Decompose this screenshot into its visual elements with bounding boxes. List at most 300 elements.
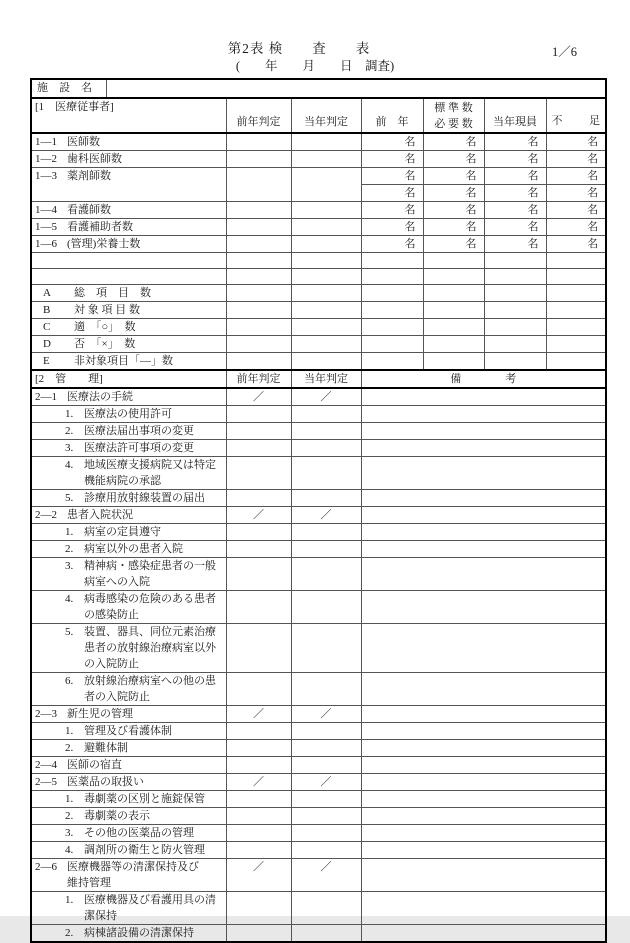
item-number: 4.	[65, 593, 74, 605]
item-number: E	[43, 355, 50, 367]
item-number: 1—5	[35, 221, 57, 233]
section-item-label-content	[32, 706, 226, 722]
inspection-table	[30, 78, 607, 943]
item-number: D	[43, 338, 51, 350]
prev-judgment-cell	[226, 791, 291, 808]
section-item-label	[31, 706, 226, 723]
curr-judgment-cell	[291, 925, 361, 943]
item-label: 医薬品の取扱い	[67, 776, 144, 788]
prev-judgment-cell	[226, 757, 291, 774]
prev-judgment-cell: ／	[226, 706, 291, 723]
remarks-cell	[361, 740, 606, 757]
staff-row-label	[31, 168, 226, 202]
prev-judgment-cell	[226, 723, 291, 740]
remarks-cell	[361, 925, 606, 943]
sub-item-row	[31, 524, 606, 541]
sub-item-label-content	[32, 808, 226, 824]
curr-judgment-cell	[291, 673, 361, 706]
standard-required-count-cell: 名	[423, 236, 484, 253]
col-header-prev-judgment: 前年判定	[226, 370, 291, 388]
prev-judgment-cell	[226, 524, 291, 541]
prev-judgment-cell	[226, 892, 291, 925]
remarks-cell	[361, 706, 606, 723]
standard-required-count-cell: 名	[423, 185, 484, 202]
item-label: 管理及び看護体制	[84, 725, 172, 737]
prev-year-count-cell	[361, 285, 423, 302]
remarks-cell	[361, 774, 606, 791]
current-staff-count-cell	[484, 285, 546, 302]
item-number: 2—5	[35, 776, 57, 788]
item-number: 5.	[65, 626, 74, 638]
curr-judgment-cell	[291, 302, 361, 319]
current-staff-count-cell	[484, 269, 546, 285]
staff-row-label-content	[32, 134, 226, 150]
item-number: B	[43, 304, 51, 316]
sub-item-row	[31, 591, 606, 624]
item-number: 2.	[65, 425, 74, 437]
prev-judgment-cell	[226, 236, 291, 253]
staff-row-label-content	[32, 202, 226, 218]
shortage-count-cell	[546, 269, 606, 285]
remarks-cell	[361, 859, 606, 892]
prev-judgment-cell	[226, 423, 291, 440]
facility-name-label: 施 設 名	[31, 79, 106, 98]
col-header-shortage-content	[547, 99, 606, 129]
sub-item-label-content	[32, 591, 226, 623]
sub-item-label-content	[32, 925, 226, 941]
sub-item-row	[31, 423, 606, 440]
item-number: 1—2	[35, 153, 57, 165]
item-label: (管理)栄養士数	[67, 238, 141, 250]
sub-item-label-content	[32, 457, 226, 489]
shortage-count-cell: 名	[546, 151, 606, 168]
item-number: 4.	[65, 459, 74, 471]
remarks-cell	[361, 440, 606, 457]
item-label: 総 項 目 数	[74, 287, 151, 299]
prev-judgment-cell	[226, 842, 291, 859]
col-header-remarks: 備 考	[361, 370, 606, 388]
col-header-standard-line1: 標 準 数	[434, 102, 473, 114]
shortage-count-cell	[546, 353, 606, 371]
current-staff-count-cell: 名	[484, 202, 546, 219]
section-item-label-content	[32, 507, 226, 523]
remarks-cell	[361, 507, 606, 524]
curr-judgment-cell	[291, 353, 361, 371]
item-label: 対 象 項 目 数	[74, 304, 140, 316]
shortage-count-cell: 名	[546, 236, 606, 253]
remarks-cell	[361, 558, 606, 591]
sub-item-label-content	[32, 624, 226, 672]
current-staff-count-cell	[484, 336, 546, 353]
curr-judgment-cell	[291, 541, 361, 558]
curr-judgment-cell	[291, 892, 361, 925]
remarks-cell	[361, 406, 606, 423]
standard-required-count-cell	[423, 269, 484, 285]
staff-row-label-content	[32, 151, 226, 167]
item-label: 医療機器及び看護用具の清潔保持	[84, 894, 216, 922]
shortage-count-cell: 名	[546, 133, 606, 151]
sub-item-label-content	[32, 892, 226, 924]
current-staff-count-cell: 名	[484, 236, 546, 253]
section-item-row	[31, 507, 606, 524]
item-label: 医療法の手続	[67, 391, 133, 403]
prev-judgment-cell	[226, 219, 291, 236]
sub-item-label-content	[32, 423, 226, 439]
prev-judgment-cell	[226, 740, 291, 757]
remarks-cell	[361, 791, 606, 808]
section-item-label	[31, 774, 226, 791]
item-number: 3.	[65, 442, 74, 454]
sub-item-row	[31, 925, 606, 943]
spacer-row	[31, 253, 606, 269]
item-number: 1—1	[35, 136, 57, 148]
summary-row-label	[31, 353, 226, 371]
prev-judgment-cell: ／	[226, 859, 291, 892]
col-header-curr-judgment: 当年判定	[291, 98, 361, 133]
section1-header: [1 医療従事者]	[31, 98, 226, 133]
remarks-cell	[361, 388, 606, 406]
facility-name-value	[106, 79, 606, 98]
col-header-prev-year: 前 年	[361, 98, 423, 133]
sub-item-label	[31, 892, 226, 925]
current-staff-count-cell: 名	[484, 133, 546, 151]
curr-judgment-cell	[291, 558, 361, 591]
sub-item-row	[31, 624, 606, 673]
sub-item-label	[31, 825, 226, 842]
curr-judgment-cell	[291, 406, 361, 423]
prev-year-count-cell: 名	[361, 168, 423, 185]
summary-row-label-content	[32, 285, 226, 301]
curr-judgment-cell	[291, 168, 361, 202]
prev-judgment-cell	[226, 151, 291, 168]
item-label: 放射線治療病室への他の患者の入院防止	[84, 675, 216, 703]
summary-row-label-content	[32, 336, 226, 352]
staff-row-label	[31, 219, 226, 236]
sub-item-row	[31, 892, 606, 925]
curr-judgment-cell	[291, 457, 361, 490]
item-label: 医師数	[67, 136, 100, 148]
sub-item-label-content	[32, 490, 226, 506]
staff-row	[31, 219, 606, 236]
prev-year-count-cell	[361, 336, 423, 353]
document-title: 第2表 検 査 表	[227, 41, 371, 56]
col-header-curr-judgment: 当年判定	[291, 370, 361, 388]
shortage-count-cell: 名	[546, 219, 606, 236]
shortage-count-cell	[546, 253, 606, 269]
prev-judgment-cell: ／	[226, 507, 291, 524]
prev-year-count-cell: 名	[361, 202, 423, 219]
staff-row	[31, 202, 606, 219]
item-label: 装置、器具、同位元素治療患者の放射線治療病室以外の入院防止	[84, 626, 216, 670]
item-label: 医療法届出事項の変更	[84, 425, 194, 437]
remarks-cell	[361, 524, 606, 541]
shortage-count-cell	[546, 285, 606, 302]
sub-item-row	[31, 842, 606, 859]
curr-judgment-cell	[291, 757, 361, 774]
remarks-cell	[361, 423, 606, 440]
item-label: 調剤所の衛生と防火管理	[84, 844, 205, 856]
summary-row-label	[31, 319, 226, 336]
item-label: 否 「×」 数	[74, 338, 136, 350]
sub-item-label	[31, 524, 226, 541]
prev-year-count-cell: 名	[361, 133, 423, 151]
prev-judgment-cell	[226, 353, 291, 371]
remarks-cell	[361, 842, 606, 859]
current-staff-count-cell	[484, 302, 546, 319]
item-number: 2—3	[35, 708, 57, 720]
prev-judgment-cell: ／	[226, 774, 291, 791]
sub-item-label-content	[32, 791, 226, 807]
item-label: 医療法の使用許可	[84, 408, 172, 420]
summary-row-label-content	[32, 302, 226, 318]
item-number: 2.	[65, 810, 74, 822]
prev-year-count-cell	[361, 319, 423, 336]
remarks-cell	[361, 541, 606, 558]
shortage-left-char: 不	[551, 115, 563, 127]
item-label: 医療機器等の清潔保持及び維持管理	[67, 861, 199, 889]
item-number: 1—6	[35, 238, 57, 250]
col-header-standard-required	[423, 98, 484, 133]
item-label: 医療法許可事項の変更	[84, 442, 194, 454]
spacer-label-cell	[31, 253, 226, 269]
standard-required-count-cell	[423, 285, 484, 302]
section-item-row	[31, 388, 606, 406]
curr-judgment-cell	[291, 151, 361, 168]
item-label: 新生児の管理	[67, 708, 133, 720]
item-label: 診療用放射線装置の届出	[84, 492, 205, 504]
curr-judgment-cell	[291, 524, 361, 541]
sub-item-row	[31, 740, 606, 757]
curr-judgment-cell	[291, 723, 361, 740]
sub-item-row	[31, 440, 606, 457]
sub-item-row	[31, 825, 606, 842]
curr-judgment-cell	[291, 624, 361, 673]
item-number: 2—6	[35, 861, 57, 873]
remarks-cell	[361, 624, 606, 673]
prev-judgment-cell	[226, 490, 291, 507]
sub-item-label	[31, 673, 226, 706]
prev-judgment-cell	[226, 808, 291, 825]
summary-row	[31, 336, 606, 353]
prev-year-count-cell	[361, 302, 423, 319]
summary-row	[31, 285, 606, 302]
summary-row	[31, 302, 606, 319]
prev-judgment-cell	[226, 269, 291, 285]
sub-item-label-content	[32, 673, 226, 705]
item-number: 3.	[65, 560, 74, 572]
inspection-table-body	[31, 79, 606, 942]
remarks-cell	[361, 757, 606, 774]
item-number: 1.	[65, 526, 74, 538]
sub-item-label	[31, 791, 226, 808]
item-label: 病毒感染の危険のある患者の感染防止	[84, 593, 216, 621]
item-number: 2—4	[35, 759, 57, 771]
current-staff-count-cell: 名	[484, 219, 546, 236]
curr-judgment-cell	[291, 236, 361, 253]
remarks-cell	[361, 591, 606, 624]
sub-item-row	[31, 558, 606, 591]
prev-year-count-cell: 名	[361, 185, 423, 202]
prev-judgment-cell	[226, 624, 291, 673]
sub-item-row	[31, 541, 606, 558]
prev-judgment-cell	[226, 253, 291, 269]
remarks-cell	[361, 825, 606, 842]
item-label: 看護補助者数	[67, 221, 133, 233]
shortage-count-cell	[546, 302, 606, 319]
sub-item-label	[31, 406, 226, 423]
item-label: 歯科医師数	[67, 153, 122, 165]
prev-judgment-cell	[226, 133, 291, 151]
section-item-label	[31, 388, 226, 406]
current-staff-count-cell	[484, 319, 546, 336]
curr-judgment-cell	[291, 740, 361, 757]
sub-item-label	[31, 423, 226, 440]
sub-item-label	[31, 925, 226, 943]
staff-row-label	[31, 236, 226, 253]
curr-judgment-cell	[291, 253, 361, 269]
col-header-current-staff: 当年現員	[484, 98, 546, 133]
curr-judgment-cell: ／	[291, 706, 361, 723]
item-label: 毒劇薬の区別と施錠保管	[84, 793, 205, 805]
sub-item-label-content	[32, 825, 226, 841]
item-number: 1.	[65, 725, 74, 737]
curr-judgment-cell	[291, 219, 361, 236]
shortage-count-cell	[546, 319, 606, 336]
prev-judgment-cell	[226, 319, 291, 336]
sub-item-row	[31, 723, 606, 740]
remarks-cell	[361, 457, 606, 490]
sub-item-label	[31, 808, 226, 825]
curr-judgment-cell	[291, 285, 361, 302]
staff-row	[31, 133, 606, 151]
sub-item-label	[31, 558, 226, 591]
sub-item-row	[31, 808, 606, 825]
section-item-label-content	[32, 389, 226, 405]
item-number: 4.	[65, 844, 74, 856]
prev-year-count-cell: 名	[361, 151, 423, 168]
staff-row	[31, 151, 606, 168]
prev-judgment-cell	[226, 202, 291, 219]
curr-judgment-cell: ／	[291, 859, 361, 892]
section-item-label-content	[32, 757, 226, 773]
summary-row-label-content	[32, 353, 226, 369]
current-staff-count-cell: 名	[484, 168, 546, 185]
curr-judgment-cell	[291, 490, 361, 507]
sub-item-label-content	[32, 723, 226, 739]
standard-required-count-cell: 名	[423, 202, 484, 219]
prev-judgment-cell	[226, 825, 291, 842]
section2-header: [2 管 理]	[31, 370, 226, 388]
section-item-row	[31, 757, 606, 774]
sub-item-label-content	[32, 440, 226, 456]
section-item-label-content	[32, 774, 226, 790]
staff-row	[31, 168, 606, 185]
prev-judgment-cell	[226, 168, 291, 202]
curr-judgment-cell	[291, 808, 361, 825]
sub-item-label-content	[32, 524, 226, 540]
curr-judgment-cell	[291, 319, 361, 336]
sub-item-label	[31, 624, 226, 673]
staff-row-label-content	[32, 236, 226, 252]
prev-year-count-cell: 名	[361, 219, 423, 236]
col-header-shortage	[546, 98, 606, 133]
item-number: 2—1	[35, 391, 57, 403]
item-label: 病棟諸設備の清潔保持	[84, 927, 194, 939]
prev-year-count-cell: 名	[361, 236, 423, 253]
section-item-label-content	[32, 859, 226, 891]
prev-year-count-cell	[361, 353, 423, 371]
staff-row	[31, 236, 606, 253]
sub-item-row	[31, 406, 606, 423]
item-number: 1—4	[35, 204, 57, 216]
curr-judgment-cell	[291, 791, 361, 808]
current-staff-count-cell	[484, 253, 546, 269]
prev-judgment-cell	[226, 591, 291, 624]
remarks-cell	[361, 490, 606, 507]
curr-judgment-cell: ／	[291, 388, 361, 406]
curr-judgment-cell	[291, 842, 361, 859]
prev-year-count-cell	[361, 253, 423, 269]
prev-judgment-cell: ／	[226, 388, 291, 406]
remarks-cell	[361, 808, 606, 825]
item-number: 2.	[65, 543, 74, 555]
sub-item-label-content	[32, 740, 226, 756]
item-number: 5.	[65, 492, 74, 504]
spacer-label-cell	[31, 269, 226, 285]
item-number: A	[43, 287, 51, 299]
item-number: 1—3	[35, 170, 57, 182]
section-item-label	[31, 859, 226, 892]
current-staff-count-cell: 名	[484, 151, 546, 168]
item-label: 病室の定員遵守	[84, 526, 161, 538]
prev-judgment-cell	[226, 558, 291, 591]
sub-item-label	[31, 440, 226, 457]
prev-judgment-cell	[226, 285, 291, 302]
item-number: 1.	[65, 408, 74, 420]
standard-required-count-cell: 名	[423, 168, 484, 185]
facility-row	[31, 79, 606, 98]
curr-judgment-cell	[291, 825, 361, 842]
spacer-row	[31, 269, 606, 285]
summary-row	[31, 353, 606, 371]
sub-item-label	[31, 740, 226, 757]
summary-row-label	[31, 302, 226, 319]
sub-item-label-content	[32, 541, 226, 557]
sub-item-label	[31, 457, 226, 490]
prev-year-count-cell	[361, 269, 423, 285]
standard-required-count-cell	[423, 253, 484, 269]
item-label: 薬剤師数	[67, 170, 111, 182]
sub-item-label	[31, 591, 226, 624]
section-item-label	[31, 507, 226, 524]
sub-item-row	[31, 457, 606, 490]
sub-item-label-content	[32, 842, 226, 858]
sub-item-label	[31, 842, 226, 859]
prev-judgment-cell	[226, 457, 291, 490]
shortage-right-char: 足	[589, 115, 601, 127]
survey-date-line: ( 年 月 日 調査)	[235, 59, 395, 73]
prev-judgment-cell	[226, 925, 291, 943]
staff-row-label-content	[32, 219, 226, 235]
summary-row-label	[31, 285, 226, 302]
staff-row-label	[31, 202, 226, 219]
curr-judgment-cell	[291, 423, 361, 440]
section2-header-row	[31, 370, 606, 388]
item-number: 2.	[65, 927, 74, 939]
item-label: 避難体制	[84, 742, 128, 754]
remarks-cell	[361, 723, 606, 740]
curr-judgment-cell	[291, 440, 361, 457]
